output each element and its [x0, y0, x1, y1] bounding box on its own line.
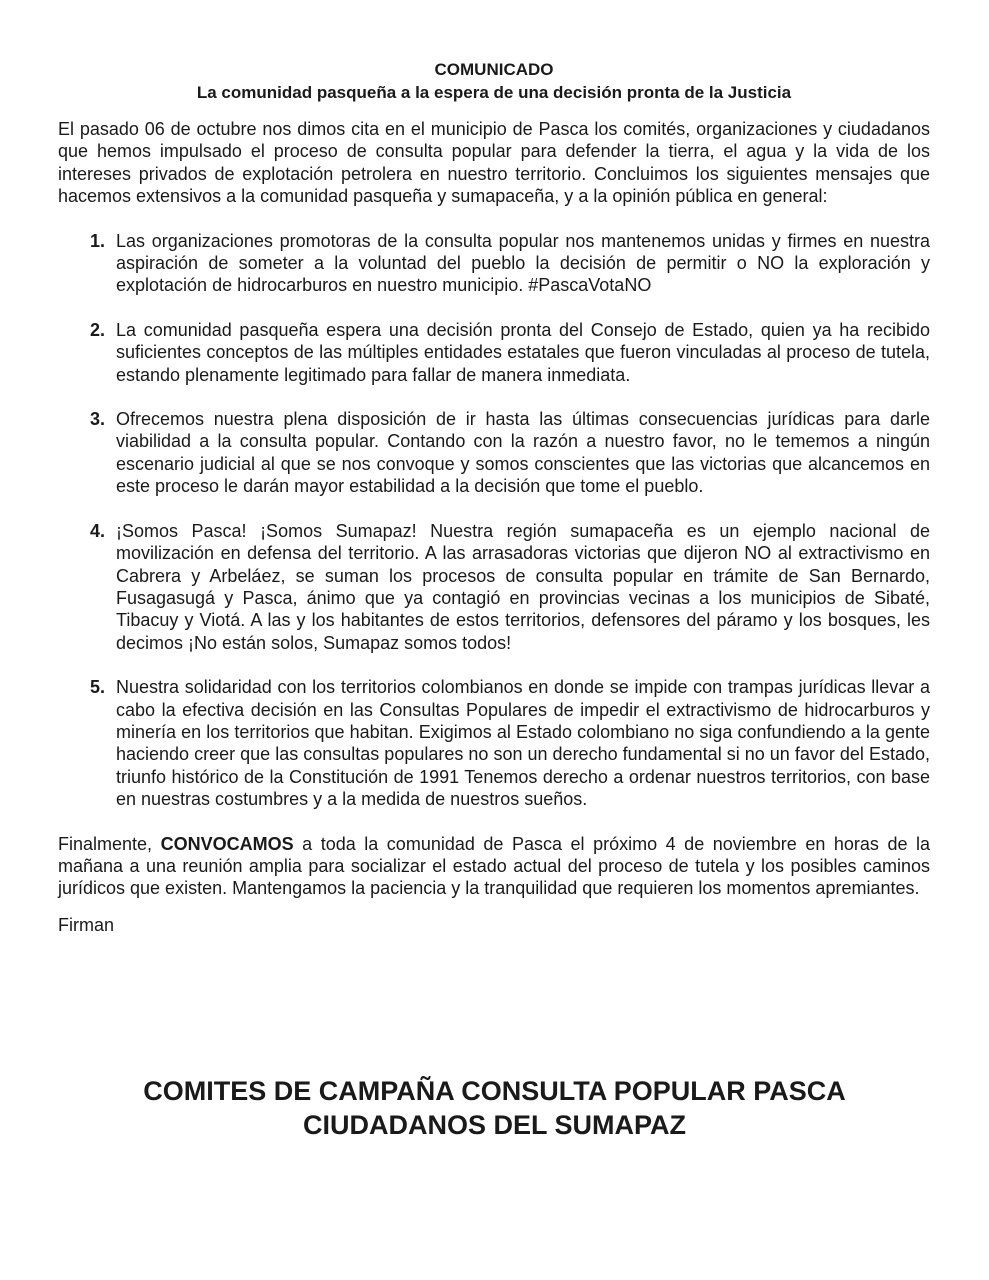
- list-item-number: 1.: [90, 230, 106, 251]
- closing-emphasis: CONVOCAMOS: [160, 833, 294, 854]
- document-title: COMUNICADO: [434, 60, 554, 79]
- list-item-number: 3.: [90, 409, 106, 430]
- list-item: [58, 520, 930, 654]
- list-item-text: Nuestra solidaridad con los territorios colombianos en donde se impide con trampas jurídicas llevar a cabo la efectiva decisión en las Consultas Populares de impedir el extractivismo de hidrocarburos y minería en los territorios que habitan. Exigimos al Estado colombiano no siga confundiendo a la gente haciendo creer que las consultas populares no son un derecho fundamental si no un favor del Estado, triunfo histórico de la Constitución de 1991 Tenemos derecho a ordenar nuestros territorios, con base en nuestras costumbres y a la medida de nuestros sueños.: [116, 677, 930, 810]
- signature-line-2: CIUDADANOS DEL SUMAPAZ: [302, 1110, 686, 1140]
- signature-line-1: COMITES DE CAMPAÑA CONSULTA POPULAR PASCA: [143, 1076, 846, 1106]
- document-header: [58, 58, 930, 104]
- list-item-text: Ofrecemos nuestra plena disposición de ir hasta las últimas consecuencias jurídicas para darle viabilidad a la consulta popular. Contando con la razón a nuestro favor, no le tememos a ningún escenario judicial al que se nos convoque y somos conscientes que las victorias que alcancemos en este proceso le darán mayor estabilidad a la decisión que tome el pueblo.: [116, 409, 930, 497]
- list-item: [58, 408, 930, 498]
- firman-label: Firman: [58, 914, 115, 935]
- intro-paragraph: El pasado 06 de octubre nos dimos cita en el municipio de Pasca los comités, organizaciones y ciudadanos que hemos impulsado el proceso de consulta popular para defender la tierra, el agua y la vida de los intereses privados de explotación petrolera en nuestro territorio. Concluimos los siguientes mensajes que hacemos extensivos a la comunidad pasqueña y sumapaceña, y a la opinión pública en general:: [58, 119, 930, 207]
- list-item-text: Las organizaciones promotoras de la consulta popular nos mantenemos unidas y firmes en nuestra aspiración de someter a la voluntad del pueblo la decisión de permitir o NO la exploración y explotación de hidrocarburos en nuestro municipio. #PascaVotaNO: [116, 230, 930, 296]
- list-item: [58, 319, 930, 386]
- closing-suffix: a toda la comunidad de Pasca el próximo 4 de noviembre en horas de la mañana a una reunión amplia para socializar el estado actual del proceso de tutela y los posibles caminos jurídicos que existen. Mantengamos la paciencia y la tranquilidad que requieren los momentos apremiantes.: [58, 833, 931, 899]
- closing-prefix: Finalmente,: [58, 833, 161, 854]
- document-page: [58, 58, 930, 936]
- signature-block: [0, 1074, 989, 1142]
- list-item: [58, 676, 930, 810]
- list-item: [58, 230, 930, 297]
- list-item-text: ¡Somos Pasca! ¡Somos Sumapaz! Nuestra región sumapaceña es un ejemplo nacional de movilización en defensa del territorio. A las arrasadoras victorias que dijeron NO al extractivismo en Cabrera y Arbeláez, se suman los procesos de consulta popular en trámite de San Bernardo, Fusagasugá y Pasca, ánimo que ya contagió en provincias vecinas a los municipios de Sibaté, Tibacuy y Viotá. A las y los habitantes de estos territorios, defensores del páramo y los bosques, les decimos ¡No están solos, Sumapaz somos todos!: [116, 520, 930, 653]
- list-item-number: 5.: [90, 677, 106, 698]
- closing-section: [58, 833, 930, 937]
- list-item-number: 2.: [90, 319, 106, 340]
- list-item-number: 4.: [90, 520, 106, 541]
- document-subtitle: La comunidad pasqueña a la espera de una decisión pronta de la Justicia: [196, 83, 792, 102]
- list-item-text: La comunidad pasqueña espera una decisión pronta del Consejo de Estado, quien ya ha recibido suficientes conceptos de las múltiples entidades estatales que fueron vinculadas al proceso de tutela, estando plenamente legitimado para fallar de manera inmediata.: [116, 319, 930, 385]
- numbered-list: [58, 230, 930, 811]
- closing-paragraph: [58, 833, 930, 900]
